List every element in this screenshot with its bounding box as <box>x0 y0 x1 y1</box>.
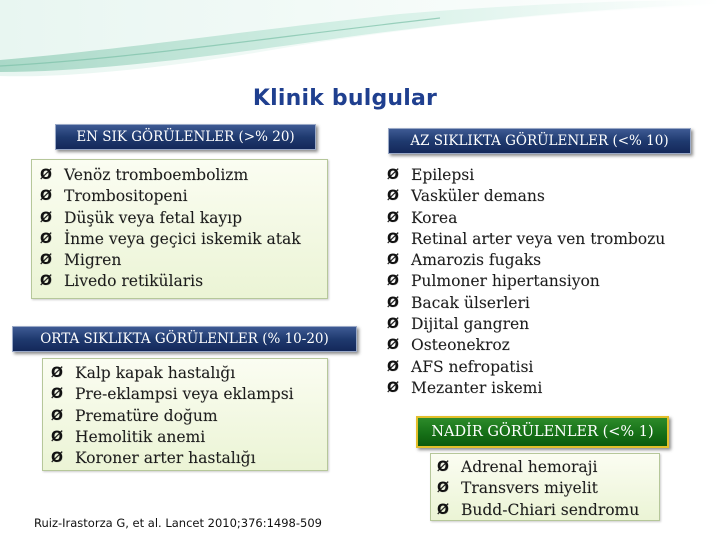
arrow-bullet-icon: Ø <box>51 407 63 424</box>
list-item <box>40 186 327 207</box>
list-item-text: Epilepsi <box>411 166 475 184</box>
list-item <box>437 500 659 521</box>
list-item <box>40 271 327 292</box>
arrow-bullet-icon: Ø <box>387 316 399 333</box>
list-item <box>387 271 700 292</box>
list-item <box>387 378 700 399</box>
arrow-bullet-icon: Ø <box>40 273 52 290</box>
list-item <box>40 165 327 186</box>
list-item-text: Pre-eklampsi veya eklampsi <box>75 385 294 404</box>
list-item-text: Mezanter iskemi <box>411 378 543 397</box>
list-item <box>51 384 327 405</box>
rare-header: NADİR GÖRÜLENLER (<% 1) <box>416 416 669 448</box>
arrow-bullet-icon: Ø <box>387 358 399 375</box>
arrow-bullet-icon: Ø <box>40 209 52 226</box>
arrow-bullet-icon: Ø <box>387 379 399 396</box>
arrow-bullet-icon: Ø <box>387 167 399 183</box>
list-item-text: Bacak ülserleri <box>411 293 530 312</box>
most-common-list <box>40 165 327 293</box>
arrow-bullet-icon: Ø <box>40 167 52 183</box>
arrow-bullet-icon: Ø <box>437 459 449 475</box>
list-item-text: Osteonekroz <box>411 336 510 355</box>
arrow-bullet-icon: Ø <box>437 480 449 497</box>
list-item-text: Kalp kapak hastalığı <box>75 364 236 382</box>
list-item-text: Adrenal hemoraji <box>461 458 598 476</box>
list-item <box>437 457 659 478</box>
list-item-text: Venöz tromboembolizm <box>64 166 249 184</box>
list-item-text: Hemolitik anemi <box>75 427 206 446</box>
list-item <box>387 250 700 271</box>
moderate-box <box>42 358 328 471</box>
list-item <box>387 335 700 356</box>
list-item-text: Düşük veya fetal kayıp <box>64 208 243 227</box>
list-item <box>437 478 659 499</box>
list-item <box>387 186 700 207</box>
arrow-bullet-icon: Ø <box>387 209 399 226</box>
list-item-text: Dijital gangren <box>411 315 530 334</box>
arrow-bullet-icon: Ø <box>387 252 399 269</box>
list-item-text: Amarozis fugaks <box>411 251 542 270</box>
list-item <box>387 314 700 335</box>
page-title: Klinik bulgular <box>252 86 438 111</box>
arrow-bullet-icon: Ø <box>437 501 449 518</box>
moderate-header: ORTA SIKLIKTA GÖRÜLENLER (% 10-20) <box>12 326 357 352</box>
list-item-text: Trombositopeni <box>64 187 188 206</box>
list-item <box>51 448 327 469</box>
list-item <box>40 250 327 271</box>
list-item <box>51 363 327 384</box>
arrow-bullet-icon: Ø <box>387 188 399 205</box>
arrow-bullet-icon: Ø <box>51 386 63 403</box>
citation: Ruiz-Irastorza G, et al. Lancet 2010;376:1498-509 <box>34 516 322 530</box>
list-item <box>51 406 327 427</box>
list-item <box>387 293 700 314</box>
arrow-bullet-icon: Ø <box>51 428 63 445</box>
list-item <box>387 165 700 186</box>
list-item <box>51 427 327 448</box>
rare-list <box>437 457 659 521</box>
arrow-bullet-icon: Ø <box>40 188 52 205</box>
arrow-bullet-icon: Ø <box>51 365 63 381</box>
list-item-text: Prematüre doğum <box>75 406 218 425</box>
arrow-bullet-icon: Ø <box>40 252 52 269</box>
list-item-text: Pulmoner hipertansiyon <box>411 272 600 291</box>
list-item-text: İnme veya geçici iskemik atak <box>64 229 301 248</box>
less-common-list <box>387 165 700 399</box>
list-item-text: Budd-Chiari sendromu <box>461 500 640 519</box>
list-item-text: Livedo retikülaris <box>64 272 204 291</box>
list-item <box>40 229 327 250</box>
arrow-bullet-icon: Ø <box>51 450 63 467</box>
list-item <box>387 357 700 378</box>
list-item <box>40 208 327 229</box>
most-common-header: EN SIK GÖRÜLENLER (>% 20) <box>55 124 316 150</box>
list-item-text: Transvers miyelit <box>461 479 598 498</box>
list-item-text: AFS nefropatisi <box>411 357 534 376</box>
list-item-text: Korea <box>411 208 458 227</box>
arrow-bullet-icon: Ø <box>387 230 399 247</box>
most-common-box <box>31 159 328 299</box>
moderate-list <box>51 363 327 469</box>
list-item-text: Migren <box>64 251 122 270</box>
list-item-text: Koroner arter hastalığı <box>75 449 256 468</box>
list-item <box>387 208 700 229</box>
list-item-text: Retinal arter veya ven trombozu <box>411 229 666 248</box>
less-common-header: AZ SIKLIKTA GÖRÜLENLER (<% 10) <box>388 128 691 154</box>
arrow-bullet-icon: Ø <box>387 337 399 354</box>
list-item-text: Vasküler demans <box>411 187 545 206</box>
arrow-bullet-icon: Ø <box>387 273 399 290</box>
arrow-bullet-icon: Ø <box>387 294 399 311</box>
arrow-bullet-icon: Ø <box>40 230 52 247</box>
list-item <box>387 229 700 250</box>
less-common-box <box>384 164 700 399</box>
rare-box <box>430 453 660 521</box>
